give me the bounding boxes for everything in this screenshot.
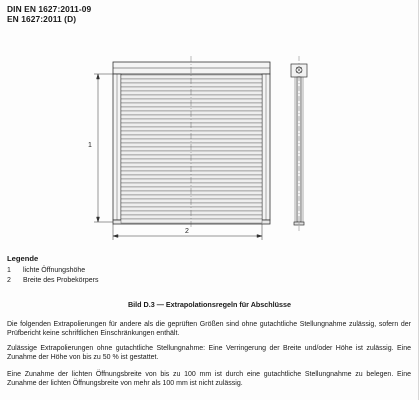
legend-item (7, 276, 98, 285)
legend-item-number: 1 (7, 267, 11, 274)
standard-number: DIN EN 1627:2011-09 (7, 4, 92, 14)
height-dimension (94, 74, 113, 222)
height-dimension-label: 1 (88, 142, 92, 149)
standard-number-en: EN 1627:2011 (D) (7, 14, 77, 24)
body-paragraph: Eine Zunahme der lichten Öffnungsbreite von bis zu 100 mm ist durch eine gutachtliche Stellungnahme zu belegen. Eine Zunahme der lichten Öffnungsbreite von mehr als 100 mm ist nicht zulässig. (7, 371, 411, 387)
figure-caption: Bild D.3 — Extrapolationsregeln für Abschlüsse (127, 300, 292, 309)
shutter-side-section (291, 56, 307, 232)
legend-item-number: 2 (7, 277, 11, 284)
width-dimension-label: 2 (185, 228, 189, 235)
legend-item (7, 266, 85, 275)
legend-title: Legende (7, 254, 39, 263)
legend-item-text: lichte Öffnungshöhe (23, 267, 86, 274)
shutter-slats (121, 75, 262, 223)
body-paragraph: Zulässige Extrapolierungen ohne gutachtliche Stellungnahme: Eine Verringerung der Breite und/oder Höhe ist zulässig. Eine Zunahme der Höhe von bis zu 50 % ist gestattet. (7, 345, 411, 361)
body-paragraph: Die folgenden Extrapolierungen für andere als die geprüften Größen sind ohne gutachtliche Stellungnahme zulässig, sofern der Prüfbericht keine schriftlichen Einschränkungen enthält. (7, 321, 411, 337)
legend-item-text: Breite des Probekörpers (23, 277, 99, 284)
